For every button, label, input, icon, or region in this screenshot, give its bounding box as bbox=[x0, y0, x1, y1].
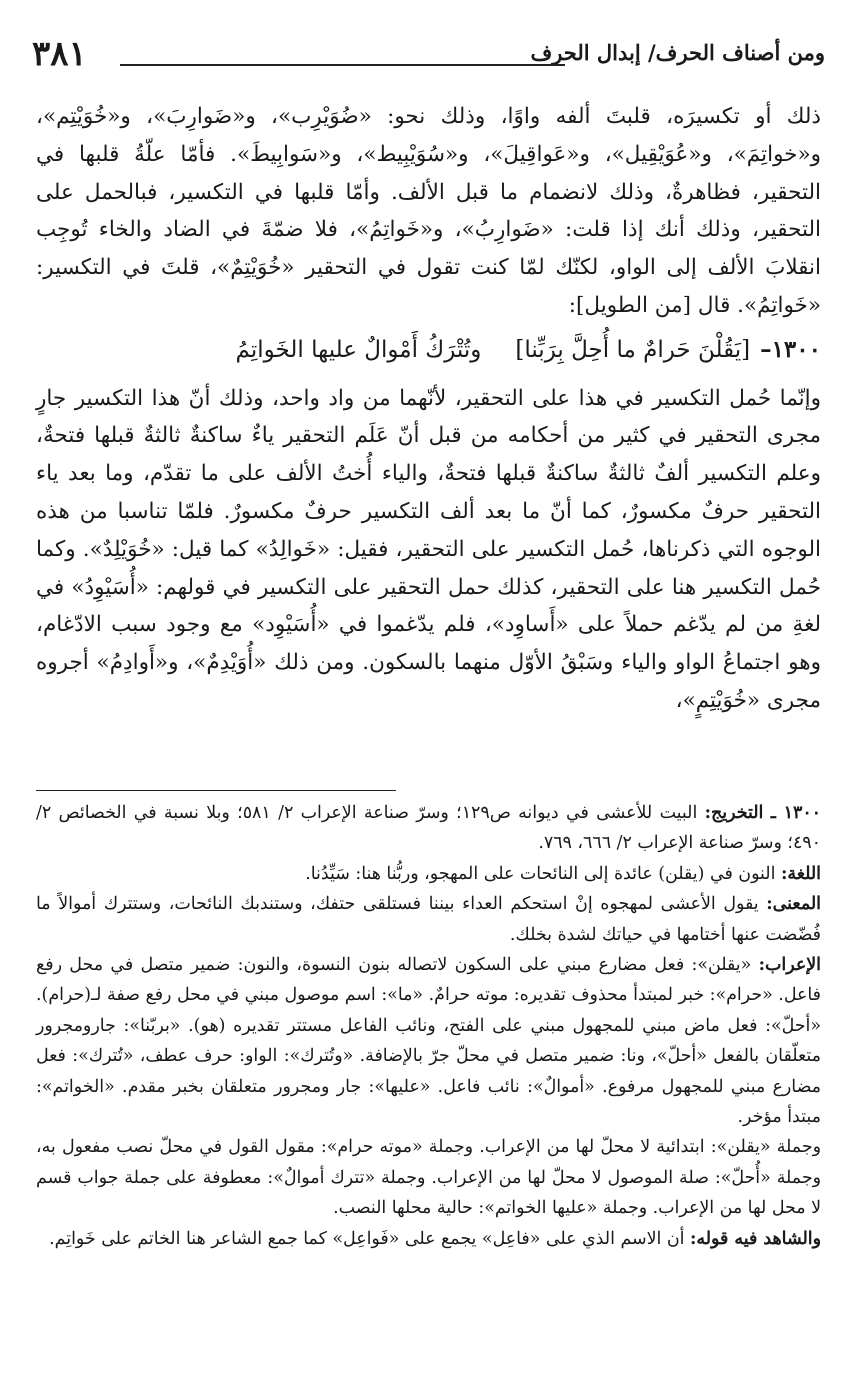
footnote-shahid bbox=[36, 1224, 821, 1254]
lugha-text: النون في (يقلن) عائدة إلى النائحات على المهجو، وربُّنا هنا: سَيِّدُنا. bbox=[305, 863, 776, 884]
footnote-irab bbox=[36, 950, 821, 1132]
shahid-text: أن الاسم الذي على «فاعِل» يجمع على «فَواعِل» كما جمع الشاعر هنا الخاتم على خَواتِم. bbox=[49, 1228, 685, 1249]
irab-label: الإعراب: bbox=[758, 955, 821, 976]
footnotes bbox=[36, 798, 821, 1254]
footnote-number: ١٣٠٠ ـ bbox=[770, 803, 822, 823]
main-text bbox=[36, 98, 821, 720]
page-number: ٣٨١ bbox=[32, 34, 87, 74]
page-header bbox=[32, 32, 825, 76]
shahid-label: والشاهد فيه قوله: bbox=[690, 1228, 821, 1249]
footnote-takhrij bbox=[36, 798, 821, 859]
verse-number: ١٣٠٠– bbox=[760, 335, 821, 363]
footnote-jumal: وجملة «يقلن»: ابتدائية لا محلّ لها من الإعراب. وجملة «موته حرام»: مقول القول في محلّ نصب مفعول به، وجملة «أُحلّ»: صلة الموصول لا محلّ لها من الإعراب. وجملة «تترك أموالٌ»: معطوفة على جملة جواب قسم لا محل لها من الإعراب. وجملة «عليها الخواتم»: حالية محلها النصب. bbox=[36, 1137, 821, 1219]
paragraph-2: وإنّما حُمل التكسير في هذا على التحقير، لأنّهما من واد واحد، وذلك أنّ هذا التكسير جارٍ مجرى التحقير في كثير من أحكامه من قبل أنّ عَلَم التحقير ياءٌ ساكنةٌ ثالثةٌ قبلها فتحةٌ، وعلم التكسير ألفٌ ثالثةٌ ساكنةٌ قبلها فتحةٌ، والياء أُختُ الألف على ما تقدّم، وما بعد ياء التحقير حرفٌ مكسورٌ، كما أنّ ما بعد ألف التكسير حرفٌ مكسورٌ. فلمّا تناسبا من هذه الوجوه التي ذكرناها، حُمل التكسير على التحقير، فقيل: «خَوالِدُ» كما قيل: «خُوَيْلِدٌ». وكما حُمل التكسير هنا على التحقير، كذلك حمل التحقير على التكسير في قولهم: «أُسَيْوِدُ» في لغةِ من لم يدّغم حملاً على «أَساوِد»، فلم يدّغموا في «أُسَيْوِد» مع وجود سبب الادّغام، وهو اجتماعُ الواو والياء وسَبْقُ الأوّل منهما بالسكون. ومن ذلك «أُوَيْدِمٌ»، و«أَوادِمُ» أجروه مجرى «خُوَيْتِمٍ»، bbox=[36, 385, 821, 713]
footnote-maana bbox=[36, 889, 821, 950]
footnote-rule bbox=[36, 790, 396, 791]
header-rule bbox=[120, 64, 565, 66]
verse-second-half: وتُتْرَكُ أَمْوالٌ عليها الخَواتِمُ bbox=[235, 336, 482, 363]
irab-text: «يقلن»: فعل مضارع مبني على السكون لاتصاله بنون النسوة، والنون: ضمير متصل في محل رفع فاعل. «حرام»: خبر لمبتدأ محذوف تقديره: موته حرامٌ. «ما»: اسم موصول مبني في محل رفع صفة لـ(حرام). «أحلّ»: فعل ماض مبني للمجهول مبني على الفتح، ونائب الفاعل مستتر تقديره (هو). «بربّنا»: جارومجرور متعلّقان بالفعل «أحلّ»، ونا: ضمير متصل في محلّ جرّ بالإضافة. «وتُترك»: الواو: حرف عطف، «تُترك»: فعل مضارع مبني للمجهول مرفوع. «أموالٌ»: نائب فاعل. «عليها»: جار ومجرور متعلقان بخبر مقدم. «الخواتم»: مبتدأ مؤخر. bbox=[36, 955, 821, 1128]
verse-line bbox=[36, 331, 821, 370]
paragraph-1: ذلك أو تكسيرَه، قلبتَ ألفه واوًا، وذلك نحو: «ضُوَيْرِب»، و«ضَوارِبَ»، و«خُوَيْتِم»، و«خواتِمَ»، و«عُوَيْقِيل»، و«عَواقِيلَ»، و«سُوَيْبِيط»، و«سَوابِيطَ». فأمّا علّةُ قلبها في التحقير، فظاهرةٌ، وذلك لانضمام ما قبل الألف. وأمّا قلبها في التكسير، فبالحمل على التحقير، وذلك أنك إذا قلت: «ضَوارِبُ»، و«خَواتِمُ»، فلا ضمّةَ في الضاد والخاء تُوجِب انقلابَ الألف إلى الواو، لكنّك لمّا كنت تقول في التحقير «خُوَيْتِمٌ»، قلتَ في التكسير: «خَواتِمُ». قال [من الطويل]: bbox=[36, 104, 821, 318]
running-title: ومن أصناف الحرف/ إبدال الحرف bbox=[530, 40, 825, 65]
lugha-label: اللغة: bbox=[780, 863, 821, 884]
takhrij-text: البيت للأعشى في ديوانه ص١٢٩؛ وسرّ صناعة الإعراب ٢/ ٥٨١؛ وبلا نسبة في الخصائص ٢/ ٤٩٠؛ وسرّ صناعة الإعراب ٢/ ٦٦٦، ٧٦٩. bbox=[36, 803, 821, 854]
takhrij-label: التخريج: bbox=[704, 803, 764, 823]
maana-text: يقول الأعشى لمهجوه إنْ استحكم العداء بيننا فستلقى حتفك، وستندبك النائحات، وستترك أموالاً ما فُضّضت عنها أختامها في حياتك لشدة بخلك. bbox=[36, 894, 821, 945]
footnote-lugha bbox=[36, 859, 821, 889]
verse-first-half: [يَقُلْنَ حَرامٌ ما أُحِلَّ بِرَبِّنا] bbox=[515, 336, 751, 363]
maana-label: المعنى: bbox=[766, 894, 822, 915]
